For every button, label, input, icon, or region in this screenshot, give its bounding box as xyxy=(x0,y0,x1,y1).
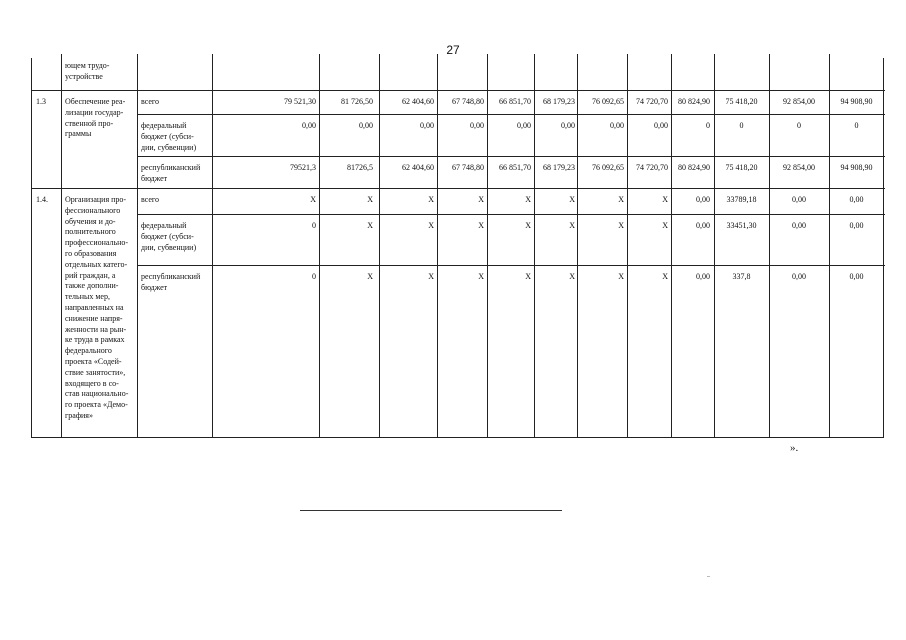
closing-quote: ». xyxy=(790,442,799,454)
section-name-line: ке труда в рамках xyxy=(65,335,125,345)
section-name-line: ственной про- xyxy=(65,118,114,128)
amount-cell: 68 179,23 xyxy=(543,163,575,172)
amount-cell: 0,00 xyxy=(654,121,668,130)
section-name-line: графия» xyxy=(65,411,93,420)
amount-cell: 79521,3 xyxy=(290,163,316,172)
section-name-line: профессионально- xyxy=(65,238,129,248)
amount-cell: 0,00 xyxy=(792,195,806,204)
row-divider xyxy=(137,265,885,266)
amount-cell: 66 851,70 xyxy=(499,97,531,106)
scan-artifact xyxy=(707,576,710,577)
section-divider xyxy=(32,90,885,91)
section-name-line: входящего в со- xyxy=(65,378,119,388)
amount-cell: Х xyxy=(569,272,575,281)
amount-cell: Х xyxy=(618,195,624,204)
amount-cell: 92 854,00 xyxy=(783,97,815,106)
amount-cell: 62 404,60 xyxy=(402,163,434,172)
section-name-line: Обеспечение реа- xyxy=(65,97,126,106)
amount-cell: 0,00 xyxy=(792,221,806,230)
section-name-line: Организация про- xyxy=(65,195,127,204)
amount-cell: 0 xyxy=(739,121,744,130)
amount-cell: Х xyxy=(525,221,531,230)
funding-source-line: бюджет (субси- xyxy=(141,131,194,141)
amount-cell: Х xyxy=(525,272,531,281)
amount-cell: Х xyxy=(367,272,373,281)
funding-source-line: всего xyxy=(141,97,160,106)
section-name-line: фессионального xyxy=(65,205,121,215)
amount-cell: 0,00 xyxy=(696,221,710,230)
column-divider xyxy=(671,58,672,438)
amount-cell: 76 092,65 xyxy=(592,97,624,106)
amount-cell: Х xyxy=(569,195,575,204)
section-name-line: го образования xyxy=(65,249,117,258)
amount-cell: 0,00 xyxy=(470,121,484,130)
amount-cell: 0 xyxy=(854,121,859,130)
row-divider xyxy=(137,214,885,215)
section-name-line: лизации государ- xyxy=(65,107,124,117)
funding-source-line: всего xyxy=(141,195,160,204)
amount-cell: Х xyxy=(618,221,624,230)
amount-cell: 0,00 xyxy=(696,195,710,204)
amount-cell: 0,00 xyxy=(849,221,864,230)
column-divider xyxy=(577,58,578,438)
amount-cell: Х xyxy=(310,195,316,204)
amount-cell: 81726,5 xyxy=(347,163,373,172)
amount-cell: 33451,30 xyxy=(726,221,757,230)
funding-source-line: федеральный xyxy=(141,121,187,130)
continuation-name-line: устройстве xyxy=(65,71,103,81)
section-code: 1.3 xyxy=(36,97,46,106)
section-name-line: граммы xyxy=(65,129,92,139)
amount-cell: 337,8 xyxy=(732,272,751,281)
column-divider xyxy=(829,58,830,438)
amount-cell: 66 851,70 xyxy=(499,163,531,172)
funding-source-line: федеральный xyxy=(141,221,187,230)
amount-cell: 0,00 xyxy=(561,121,575,130)
amount-cell: Х xyxy=(367,221,373,230)
amount-cell: 0,00 xyxy=(792,272,806,281)
amount-cell: Х xyxy=(662,272,668,281)
section-name-line: направленных на xyxy=(65,303,124,312)
amount-cell: 0,00 xyxy=(696,272,710,281)
funding-source-line: бюджет (субси- xyxy=(141,231,194,241)
amount-cell: 67 748,80 xyxy=(452,163,484,172)
amount-cell: 0,00 xyxy=(420,121,434,130)
section-name-line: федерального xyxy=(65,346,112,356)
amount-cell: 0,00 xyxy=(302,121,316,130)
amount-cell: 74 720,70 xyxy=(636,163,668,172)
amount-cell: 0,00 xyxy=(610,121,624,130)
column-divider xyxy=(714,58,715,438)
amount-cell: 67 748,80 xyxy=(452,97,484,106)
amount-cell: 75 418,20 xyxy=(725,97,758,106)
amount-cell: 81 726,50 xyxy=(341,97,373,106)
amount-cell: 0 xyxy=(797,121,801,130)
section-name-line: рий граждан, а xyxy=(65,270,116,280)
amount-cell: Х xyxy=(367,195,373,204)
section-name-line: став национально- xyxy=(65,389,129,399)
amount-cell: Х xyxy=(525,195,531,204)
column-divider xyxy=(137,58,138,438)
section-name-line: также дополни- xyxy=(65,281,119,291)
amount-cell: 75 418,20 xyxy=(725,163,758,172)
amount-cell: Х xyxy=(618,272,624,281)
amount-cell: Х xyxy=(662,221,668,230)
amount-cell: 0 xyxy=(312,221,316,230)
amount-cell: 94 908,90 xyxy=(840,163,873,172)
funding-source-line: дии, субвенции) xyxy=(141,142,197,152)
amount-cell: 33789,18 xyxy=(726,195,757,204)
signature-line xyxy=(300,510,562,511)
budget-table xyxy=(31,58,884,438)
column-divider xyxy=(212,58,213,438)
amount-cell: Х xyxy=(662,195,668,204)
funding-source-line: республиканский xyxy=(141,163,201,172)
amount-cell: 0 xyxy=(706,121,710,130)
column-divider xyxy=(769,58,770,438)
amount-cell: 0,00 xyxy=(849,272,864,281)
column-divider xyxy=(379,58,380,438)
column-divider xyxy=(534,58,535,438)
amount-cell: Х xyxy=(478,272,484,281)
row-divider xyxy=(137,114,885,115)
section-name-line: тельных мер, xyxy=(65,292,110,302)
row-divider xyxy=(137,156,885,157)
amount-cell: 94 908,90 xyxy=(840,97,873,106)
amount-cell: 80 824,90 xyxy=(678,97,710,106)
funding-source-line: бюджет xyxy=(141,173,168,183)
section-name-line: снижение напря- xyxy=(65,313,123,323)
funding-source-line: республиканский xyxy=(141,272,201,281)
amount-cell: 92 854,00 xyxy=(783,163,815,172)
column-divider xyxy=(487,58,488,438)
column-divider xyxy=(61,58,62,438)
section-name-line: ствие занятости», xyxy=(65,367,126,377)
amount-cell: Х xyxy=(428,195,434,204)
section-name-line: го проекта «Демо- xyxy=(65,400,128,410)
amount-cell: 0,00 xyxy=(849,195,864,204)
amount-cell: Х xyxy=(478,221,484,230)
amount-cell: 74 720,70 xyxy=(636,97,668,106)
amount-cell: 0,00 xyxy=(359,121,373,130)
column-divider xyxy=(319,58,320,438)
section-name-line: женности на рын- xyxy=(65,324,127,334)
amount-cell: Х xyxy=(478,195,484,204)
section-name-line: полнительного xyxy=(65,227,116,237)
amount-cell: 68 179,23 xyxy=(543,97,575,106)
amount-cell: 62 404,60 xyxy=(402,97,434,106)
section-name-line: проекта «Содей- xyxy=(65,357,122,366)
funding-source-line: дии, субвенции) xyxy=(141,242,197,252)
amount-cell: 80 824,90 xyxy=(678,163,710,172)
amount-cell: 0 xyxy=(312,272,316,281)
amount-cell: Х xyxy=(428,272,434,281)
section-divider xyxy=(32,188,885,189)
section-code: 1.4. xyxy=(36,195,48,204)
section-name-line: отдельных катего- xyxy=(65,259,128,269)
column-divider xyxy=(437,58,438,438)
section-name-line: обучения и до- xyxy=(65,216,116,226)
page-number: 27 xyxy=(446,43,460,57)
column-divider xyxy=(627,58,628,438)
amount-cell: 0,00 xyxy=(517,121,531,130)
amount-cell: Х xyxy=(569,221,575,230)
continuation-name-line: ющем трудо- xyxy=(65,61,110,70)
amount-cell: 79 521,30 xyxy=(284,97,316,106)
funding-source-line: бюджет xyxy=(141,282,168,292)
amount-cell: Х xyxy=(428,221,434,230)
amount-cell: 76 092,65 xyxy=(592,163,624,172)
